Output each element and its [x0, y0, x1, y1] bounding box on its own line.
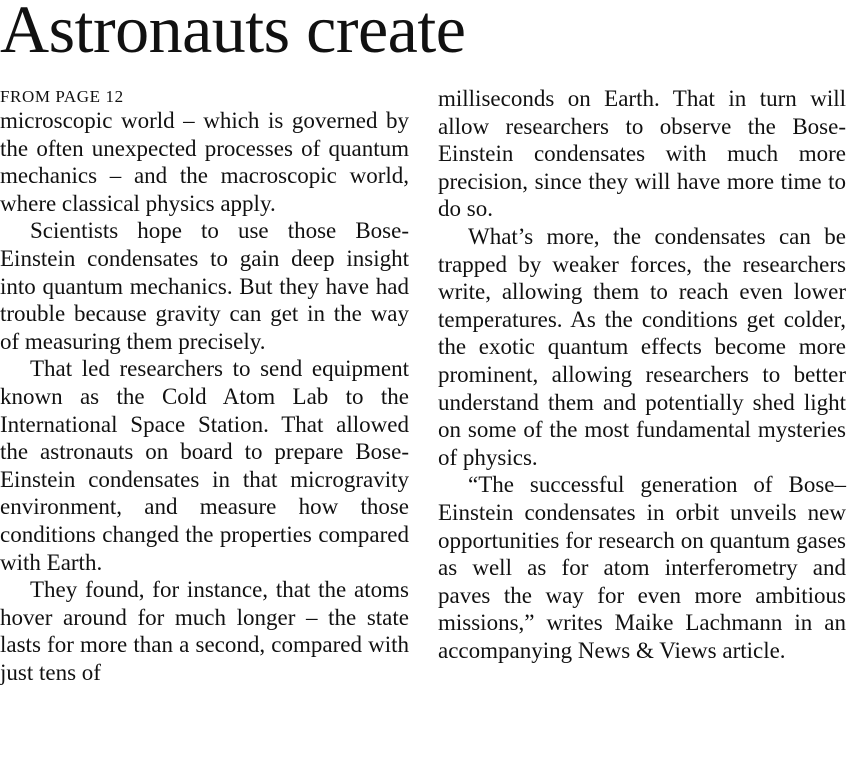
paragraph: That led researchers to send equipment known as the Cold Atom Lab to the International Space Station. That allowed the astronauts on board to prepare Bose-Einstein condensates in that microgravity environment, and measure how those conditions changed the properties compared with Earth.	[0, 356, 409, 575]
paragraph: Scientists hope to use those Bose-Einstein condensates to gain deep insight into quantum mechanics. But they have had trouble because gravity can get in the way of measuring them precisely.	[0, 218, 409, 354]
paragraph: “The successful generation of Bose–Einstein condensates in orbit unveils new opportunities for research on quantum gases as well as for atom interferometry and paves the way for even more ambitious missions,” writes Maike Lachmann in an accompanying News & Views article.	[438, 472, 846, 663]
paragraph: What’s more, the condensates can be trapped by weaker forces, the researchers write, allowing them to reach even lower temperatures. As the conditions get colder, the exotic quantum effects become more prominent, allowing researchers to better understand them and potentially shed light on some of the most fundamental mysteries of physics.	[438, 223, 846, 470]
article-column-left	[0, 87, 409, 686]
jump-line: FROM PAGE 12	[0, 87, 124, 106]
headline: Astronauts create	[0, 0, 466, 67]
paragraph: milliseconds on Earth. That in turn will allow researchers to observe the Bose-Einstein condensates with much more precision, since they will have more time to do so.	[438, 86, 846, 222]
paragraph: They found, for instance, that the atoms hover around for much longer – the state lasts for more than a second, compared with just tens of	[0, 577, 409, 685]
paragraph: microscopic world – which is governed by the often unexpected processes of quantum mechanics – and the macroscopic world, where classical physics apply.	[0, 108, 409, 216]
article-column-right	[438, 85, 846, 664]
